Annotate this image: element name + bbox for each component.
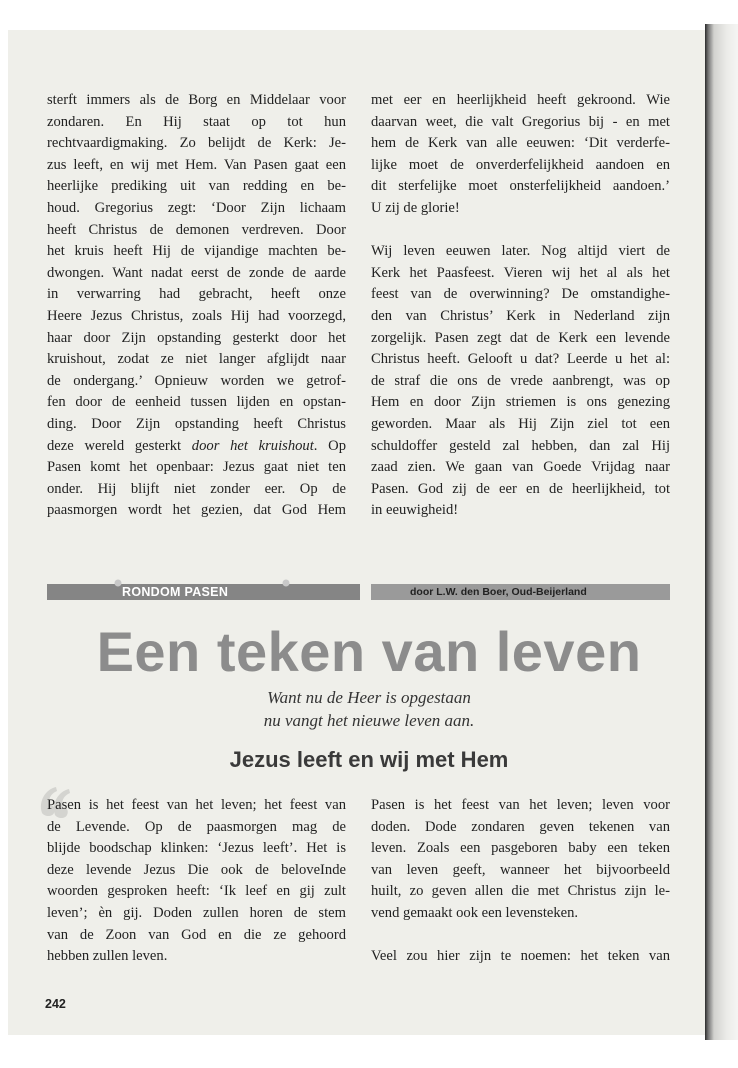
text-line: U zij de glorie! <box>371 199 460 216</box>
article-subheading: Jezus leeft en wij met Hem <box>229 747 509 772</box>
text-line: heeft Christus de demonen verdreven. Door <box>47 221 346 238</box>
text-fragment: . Op <box>313 437 346 454</box>
bottom-right-paragraph-1 <box>371 795 670 925</box>
bottom-right-paragraph-2 <box>371 946 670 968</box>
top-left-column <box>47 90 346 522</box>
author-byline: door L.W. den Boer, Oud-Beijerland <box>410 586 587 598</box>
text-line: paasmorgen wordt het gezien, dat God Hem <box>47 502 346 519</box>
text-line: woorden gesproken heeft: ‘Ik leef en gij zult <box>47 883 346 900</box>
text-line: daarvan weet, die valt Gregorius bij - en met <box>371 113 670 130</box>
section-label: RONDOM PASEN <box>122 585 229 599</box>
text-line: met eer en heerlijkheid heeft gekroond. Wie <box>371 92 670 108</box>
text-line <box>47 436 346 458</box>
bottom-right-column <box>371 795 670 968</box>
text-line: blijde boodschap klinken: ‘Jezus leeft’. Het is <box>47 840 346 857</box>
text-line: hem de Kerk van alle eeuwen: ‘Dit verderfe- <box>371 135 670 152</box>
text-line: Pasen is het feest van het leven; het feest van <box>47 797 346 813</box>
text-line: de Levende. Op de paasmorgen mag de <box>47 818 346 835</box>
text-fragment: deze wereld gesterkt <box>47 437 192 454</box>
text-line: leven’; èn gij. Doden zullen horen de stem <box>47 904 346 921</box>
text-line: deze levende Jezus Die ook de beloveInde <box>47 861 346 878</box>
text-line: rechtvaardigmaking. Zo belijdt de Kerk: Je- <box>47 135 346 152</box>
text-line: Pasen komt het openbaar: Jezus gaat niet ten <box>47 459 346 476</box>
text-line: in verwarring had gebracht, heeft onze <box>47 286 346 303</box>
text-line: zus leeft, en wij met Hem. Van Pasen gaat een <box>47 156 346 173</box>
text-line: lijke moet de onverderfelijkheid aandoen en <box>371 156 670 173</box>
text-line: dwongen. Want nadat eerst de zonde de aarde <box>47 264 346 281</box>
text-line: kruishout, zodat ze niet langer afglijdt naar <box>47 351 346 368</box>
page-number: 242 <box>45 997 66 1011</box>
text-line: in eeuwigheid! <box>371 502 459 519</box>
text-line: doden. Dode zondaren geven tekenen van <box>371 818 670 835</box>
text-line: den van Christus’ Kerk in Nederland zijn <box>371 307 670 324</box>
text-line: schuldoffer gesteld zal hebben, dan zal Hij <box>371 437 670 454</box>
article-headline: Een teken van leven <box>96 620 642 683</box>
text-line: Pasen. God zij de eer en de heerlijkheid, tot <box>371 480 670 497</box>
text-line: van leven geeft, wanneer het bijvoorbeeld <box>371 861 670 878</box>
text-line: dit sterfelijke moet onsterfelijkheid aandoen.’ <box>371 178 670 195</box>
text-line: geworden. Maar als Hij Zijn ziel tot een <box>371 415 670 432</box>
text-line: ding. Door Zijn opstanding heeft Christus <box>47 415 346 432</box>
book-spine <box>705 24 738 1040</box>
text-line: haar door Zijn opstanding gesterkt door het <box>47 329 346 346</box>
text-line: Veel zou hier zijn te noemen: het teken van <box>371 948 670 965</box>
text-line: fen door de eenheid tussen lijden en opstan- <box>47 394 346 411</box>
text-line: zondaren. En Hij staat op tot hun <box>47 113 346 130</box>
text-line: houd. Gregorius zegt: ‘Door Zijn lichaam <box>47 199 346 216</box>
text-line: van de Zoon van God en die ze gehoord <box>47 926 346 943</box>
text-line: de ondergang.’ Opnieuw worden we getrof- <box>47 372 346 389</box>
text-line: onder. Hij blijft niet zonder eer. Op de <box>47 480 346 497</box>
text-line: huilt, zo geven allen die met Christus zijn le- <box>371 883 670 900</box>
text-line: hebben zullen leven. <box>47 948 168 965</box>
text-line: de straf die ons de vrede aanbrengt, was op <box>371 372 670 389</box>
text-line: heerlijke prediking uit van redding en be- <box>47 178 346 195</box>
text-line: feest van de overwinning? De omstandighe- <box>371 286 670 303</box>
text-line: het kruis heeft Hij de vijandige machten be- <box>47 243 346 260</box>
text-line: Wij leven eeuwen later. Nog altijd viert de <box>371 243 670 260</box>
verse-line-2: nu vangt het nieuwe leven aan. <box>263 711 475 730</box>
italic-phrase: door het kruishout <box>191 437 314 454</box>
text-line: Heere Jezus Christus, zoals Hij had voorzegd, <box>47 307 346 324</box>
text-line: Hem en door Zijn striemen is ons genezing <box>371 394 670 411</box>
text-line: Christus heeft. Gelooft u dat? Leerde u het al: <box>371 351 670 368</box>
verse-line-1: Want nu de Heer is opgestaan <box>267 688 471 707</box>
text-line: sterft immers als de Borg en Middelaar voor <box>47 92 346 108</box>
text-line: vend gemaakt ook een levensteken. <box>371 904 579 921</box>
text-line: zaad zien. We gaan van Goede Vrijdag naar <box>371 459 670 476</box>
top-right-paragraph-1 <box>371 90 670 220</box>
top-right-column <box>371 90 670 522</box>
text-line: Pasen is het feest van het leven; leven voor <box>371 797 670 813</box>
top-right-paragraph-2 <box>371 241 670 522</box>
text-line: zorgelijk. Pasen zegt dat de Kerk een levende <box>371 329 670 346</box>
bar-ornament-right <box>281 578 291 588</box>
text-line: leven. Zoals een pasgeboren baby een teken <box>371 840 670 857</box>
bottom-left-column <box>47 795 346 968</box>
text-line: Kerk het Paasfeest. Vieren wij het al als het <box>371 264 670 281</box>
